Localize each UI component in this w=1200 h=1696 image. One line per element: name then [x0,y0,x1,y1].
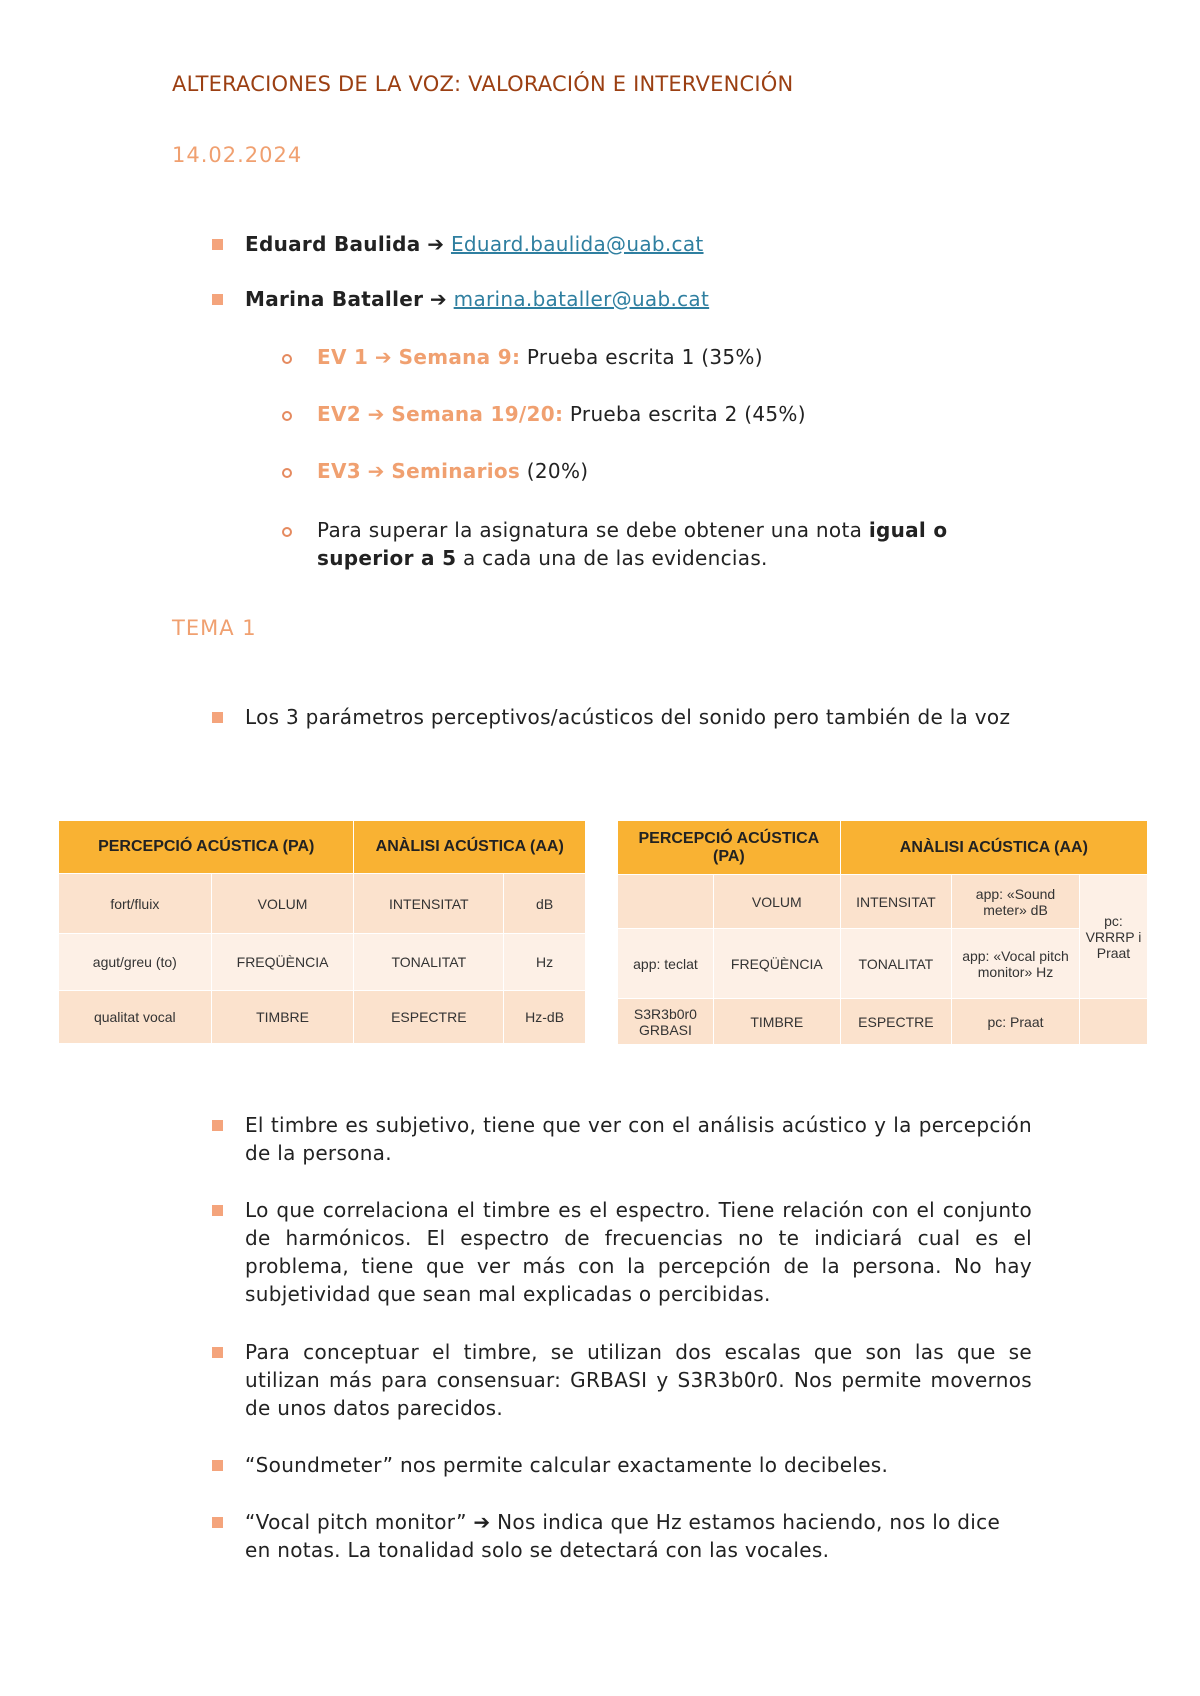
section-heading: TEMA 1 [172,616,257,640]
evaluation-label: EV3 [317,459,361,483]
table-cell: INTENSITAT [354,874,504,934]
table-cell: TONALITAT [840,929,951,999]
pass-rule-emphasis: igual o [868,518,948,542]
contact-name: Marina Bataller [245,287,424,311]
bullet-square [212,1517,223,1528]
note-item: El timbre es subjetivo, tiene que ver con el análisis acústico y la percepción de la persona. [245,1113,1032,1165]
pass-rule-text: a cada una de las evidencias. [456,546,768,570]
bullet-square [212,1347,223,1358]
evaluation-desc: (20%) [520,459,589,483]
contact-email-link[interactable]: marina.bataller@uab.cat [453,287,710,311]
table-cell: pc: VRRRP i Praat [1079,875,1147,999]
evaluation-label: EV 1 [317,345,369,369]
table-cell: dB [504,874,586,934]
table-cell: VOLUM [713,875,840,929]
table-cell: VOLUM [211,874,354,934]
evaluation-item [317,457,588,485]
table-cell: TIMBRE [211,991,354,1044]
table-cell: fort/fluix [59,874,212,934]
table-cell: S3R3b0r0 GRBASI [618,999,714,1045]
arrow-icon: ➔ [429,287,447,311]
contact-line [245,230,704,258]
table-cell: TIMBRE [713,999,840,1045]
bullet-circle [282,527,292,537]
table-cell [618,875,714,929]
table-cell: pc: Praat [952,999,1080,1045]
bullet-circle [282,354,292,364]
arrow-icon: ➔ [427,232,445,256]
pass-rule [317,516,1037,572]
table-header: ANÀLISI ACÚSTICA (AA) [354,821,586,874]
table-cell: app: «Vocal pitch monitor» Hz [952,929,1080,999]
bullet-square [212,1120,223,1131]
table-header: PERCEPCIÓ ACÚSTICA (PA) [618,821,841,875]
evaluation-desc: Prueba escrita 1 (35%) [520,345,763,369]
contact-line [245,285,709,313]
pass-rule-emphasis: superior a 5 [317,546,457,570]
arrow-icon: ➔ [367,402,385,426]
acoustic-table-1 [58,820,586,1044]
evaluation-label: EV2 [317,402,361,426]
table-header: ANÀLISI ACÚSTICA (AA) [840,821,1147,875]
evaluation-item [317,400,806,428]
table-cell: ESPECTRE [840,999,951,1045]
bullet-circle [282,468,292,478]
table-cell: ESPECTRE [354,991,504,1044]
table-cell: app: «Sound meter» dB [952,875,1080,929]
bullet-square [212,294,223,305]
arrow-icon: ➔ [367,459,385,483]
intro-bullet: Los 3 parámetros perceptivos/acústicos del sonido pero también de la voz [245,705,1011,729]
bullet-square [212,1205,223,1216]
acoustic-table-2 [617,820,1148,1045]
note-item: Para conceptuar el timbre, se utilizan dos escalas que son las que se utilizan más para consensuar: GRBASI y S3R3b0r0. Nos permite movernos de unos datos parecidos. [245,1340,1032,1420]
arrow-icon: ➔ [374,345,392,369]
evaluation-when: Semana 19/20: [391,402,564,426]
table-cell [1079,999,1147,1045]
evaluation-when: Seminarios [391,459,521,483]
table-cell: qualitat vocal [59,991,212,1044]
table-cell: FREQÜÈNCIA [211,934,354,991]
bullet-square [212,1460,223,1471]
table-cell: Hz [504,934,586,991]
bullet-square [212,239,223,250]
evaluation-desc: Prueba escrita 2 (45%) [563,402,806,426]
table-cell: app: teclat [618,929,714,999]
table-cell: FREQÜÈNCIA [713,929,840,999]
table-cell: INTENSITAT [840,875,951,929]
evaluation-when: Semana 9: [398,345,521,369]
bullet-square [212,712,223,723]
contact-email-link[interactable]: Eduard.baulida@uab.cat [450,232,704,256]
document-date: 14.02.2024 [172,143,303,167]
table-header: PERCEPCIÓ ACÚSTICA (PA) [59,821,354,874]
note-item: Lo que correlaciona el timbre es el espectro. Tiene relación con el conjunto de harmónicos. El espectro de frecuencias no te indiciará cual es el problema, tiene que ver más con la percepción de la persona. No hay subjetividad que sean mal explicadas o percibidas. [245,1198,1032,1306]
pass-rule-text: Para superar la asignatura se debe obtener una nota [317,518,869,542]
table-cell: Hz-dB [504,991,586,1044]
note-item: “Soundmeter” nos permite calcular exactamente lo decibeles. [245,1453,889,1477]
evaluation-item [317,343,763,371]
table-cell: TONALITAT [354,934,504,991]
document-title: ALTERACIONES DE LA VOZ: VALORACIÓN E INTERVENCIÓN [172,72,794,96]
note-item: “Vocal pitch monitor” ➔ Nos indica que Hz estamos haciendo, nos lo dice en notas. La tonalidad solo se detectará con las vocales. [245,1510,1001,1562]
table-cell: agut/greu (to) [59,934,212,991]
contact-name: Eduard Baulida [245,232,421,256]
bullet-circle [282,411,292,421]
